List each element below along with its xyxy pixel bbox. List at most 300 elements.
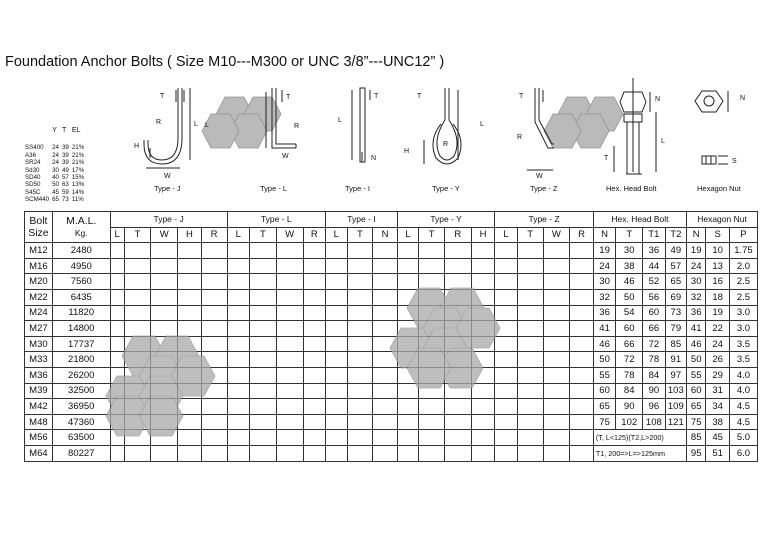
- material-cell: 21%: [71, 151, 85, 159]
- table-cell: M42: [25, 399, 53, 415]
- table-cell: [227, 243, 249, 259]
- table-cell: 30: [687, 274, 706, 290]
- table-cell: 52: [643, 274, 665, 290]
- table-row: [25, 336, 758, 352]
- table-cell: [124, 414, 151, 430]
- table-cell: [373, 289, 398, 305]
- table-cell: [471, 445, 495, 461]
- table-cell: [249, 383, 276, 399]
- table-cell: [471, 289, 495, 305]
- table-cell: [495, 289, 517, 305]
- hex-bolt-label-n: N: [655, 96, 661, 103]
- table-cell: [303, 305, 326, 321]
- table-cell: [347, 258, 373, 274]
- table-cell: [201, 321, 227, 337]
- table-cell: [276, 258, 303, 274]
- table-cell: [151, 399, 178, 415]
- table-cell: 46: [687, 336, 706, 352]
- table-cell: 96: [643, 399, 665, 415]
- table-cell: [303, 367, 326, 383]
- table-cell: [444, 321, 471, 337]
- material-cell: 24: [52, 151, 59, 159]
- table-cell: M27: [25, 321, 53, 337]
- table-cell: [178, 243, 202, 259]
- table-cell: [517, 399, 543, 415]
- column-header: T: [347, 227, 373, 243]
- material-header-y: Y: [52, 127, 57, 134]
- table-cell: 72: [616, 352, 643, 368]
- table-cell: [373, 274, 398, 290]
- table-cell: [570, 367, 594, 383]
- table-cell: 30: [616, 243, 643, 259]
- table-cell: [495, 258, 517, 274]
- table-cell: 24: [687, 258, 706, 274]
- table-cell: 66: [616, 336, 643, 352]
- caption-hex-head-bolt: Hex. Head Bolt: [606, 184, 657, 193]
- table-cell: [249, 274, 276, 290]
- table-cell: [326, 430, 347, 446]
- column-header: W: [276, 227, 303, 243]
- table-cell: [543, 445, 570, 461]
- column-header: T: [517, 227, 543, 243]
- table-cell: [570, 274, 594, 290]
- table-cell: 6435: [52, 289, 110, 305]
- table-cell: [201, 336, 227, 352]
- table-cell: [347, 430, 373, 446]
- table-cell: [276, 399, 303, 415]
- table-cell: [151, 243, 178, 259]
- table-cell: 17737: [52, 336, 110, 352]
- material-cell: 39: [61, 144, 69, 152]
- table-cell: (T, L<125)(T2,L>200): [593, 430, 686, 446]
- table-cell: [276, 367, 303, 383]
- table-cell: [326, 352, 347, 368]
- table-cell: M22: [25, 289, 53, 305]
- table-cell: [124, 258, 151, 274]
- material-cell: 14%: [71, 188, 85, 196]
- table-cell: [249, 305, 276, 321]
- table-cell: [276, 430, 303, 446]
- table-cell: 85: [665, 336, 686, 352]
- table-cell: 2.0: [729, 258, 757, 274]
- hex-nut-label-s: S: [732, 158, 737, 165]
- table-cell: 56: [643, 289, 665, 305]
- table-cell: 2480: [52, 243, 110, 259]
- table-cell: [373, 352, 398, 368]
- table-cell: [249, 336, 276, 352]
- type-j-label-l: L: [194, 121, 198, 128]
- table-cell: 29: [706, 367, 730, 383]
- table-cell: [517, 336, 543, 352]
- mal-header: M.A.L. Kg.: [52, 212, 110, 243]
- table-cell: 26: [706, 352, 730, 368]
- table-cell: 91: [665, 352, 686, 368]
- table-cell: [326, 258, 347, 274]
- table-cell: [471, 243, 495, 259]
- table-cell: [397, 367, 418, 383]
- group-header: Type - I: [326, 212, 398, 228]
- table-cell: 4.0: [729, 367, 757, 383]
- table-cell: [178, 274, 202, 290]
- material-cell: 21%: [71, 144, 85, 152]
- table-cell: 18: [706, 289, 730, 305]
- material-cell: SD40: [25, 174, 41, 182]
- type-y-label-l: L: [480, 121, 484, 128]
- table-cell: [110, 243, 124, 259]
- table-cell: 2.5: [729, 289, 757, 305]
- table-cell: [347, 352, 373, 368]
- table-cell: [178, 445, 202, 461]
- table-cell: 49: [665, 243, 686, 259]
- table-cell: 44: [643, 258, 665, 274]
- table-cell: [178, 336, 202, 352]
- hexagon-background: [202, 97, 623, 148]
- table-cell: [326, 383, 347, 399]
- table-cell: 72: [643, 336, 665, 352]
- table-cell: [543, 243, 570, 259]
- table-cell: 102: [616, 414, 643, 430]
- material-cell: 21%: [71, 159, 85, 167]
- table-cell: [570, 258, 594, 274]
- bolt-size-header: Bolt Size: [25, 212, 53, 243]
- table-cell: [326, 414, 347, 430]
- table-cell: 46: [616, 274, 643, 290]
- table-cell: [151, 305, 178, 321]
- table-cell: [347, 289, 373, 305]
- table-cell: 3.0: [729, 305, 757, 321]
- table-cell: [419, 430, 445, 446]
- column-header: L: [227, 227, 249, 243]
- table-row: [25, 399, 758, 415]
- table-cell: [151, 289, 178, 305]
- table-cell: 84: [616, 383, 643, 399]
- table-cell: [249, 289, 276, 305]
- table-cell: [227, 289, 249, 305]
- table-cell: [227, 321, 249, 337]
- table-cell: [110, 430, 124, 446]
- material-cell: SCM440: [25, 196, 50, 204]
- table-row: [25, 321, 758, 337]
- table-cell: [419, 289, 445, 305]
- table-cell: [517, 289, 543, 305]
- table-cell: [124, 336, 151, 352]
- material-cell: 24: [52, 159, 59, 167]
- table-cell: [227, 352, 249, 368]
- bolt-spec-table: [24, 211, 758, 462]
- type-j-label-w: W: [164, 173, 171, 180]
- table-cell: [178, 367, 202, 383]
- table-cell: M33: [25, 352, 53, 368]
- table-cell: [201, 258, 227, 274]
- table-cell: [151, 383, 178, 399]
- table-cell: [397, 305, 418, 321]
- material-cell: Sd30: [25, 166, 40, 174]
- table-cell: 26200: [52, 367, 110, 383]
- table-cell: [373, 414, 398, 430]
- table-cell: [178, 399, 202, 415]
- type-y-label-r: R: [443, 141, 449, 148]
- table-cell: 3.5: [729, 336, 757, 352]
- table-cell: [151, 321, 178, 337]
- table-row: [25, 383, 758, 399]
- type-i-diagram: [352, 88, 370, 162]
- table-cell: [249, 243, 276, 259]
- caption-type-i: Type - I: [345, 184, 371, 193]
- table-cell: [543, 321, 570, 337]
- material-header-el: EL: [71, 127, 81, 134]
- table-cell: 60: [593, 383, 615, 399]
- table-cell: 55: [687, 367, 706, 383]
- table-cell: [303, 352, 326, 368]
- table-cell: 121: [665, 414, 686, 430]
- table-cell: [303, 336, 326, 352]
- table-cell: [444, 399, 471, 415]
- table-cell: [276, 383, 303, 399]
- table-cell: [495, 430, 517, 446]
- column-header: W: [543, 227, 570, 243]
- group-header: Type - L: [227, 212, 326, 228]
- table-cell: 21800: [52, 352, 110, 368]
- table-cell: [419, 367, 445, 383]
- type-j-diagram: [144, 88, 190, 168]
- table-cell: 24: [706, 336, 730, 352]
- table-cell: [303, 274, 326, 290]
- table-cell: [326, 289, 347, 305]
- table-cell: [110, 367, 124, 383]
- table-cell: 78: [616, 367, 643, 383]
- column-header: R: [570, 227, 594, 243]
- material-cell: 15%: [71, 174, 85, 182]
- table-cell: [471, 399, 495, 415]
- table-cell: [201, 367, 227, 383]
- table-cell: 60: [616, 321, 643, 337]
- table-cell: [373, 336, 398, 352]
- table-cell: [303, 258, 326, 274]
- table-cell: [397, 336, 418, 352]
- table-cell: 41: [687, 321, 706, 337]
- material-cell: 30: [52, 166, 59, 174]
- table-cell: [495, 399, 517, 415]
- table-cell: [124, 383, 151, 399]
- table-cell: 10: [706, 243, 730, 259]
- table-cell: [201, 305, 227, 321]
- table-cell: [495, 383, 517, 399]
- table-cell: [178, 321, 202, 337]
- column-header: L: [397, 227, 418, 243]
- type-y-label-h: H: [404, 148, 410, 155]
- table-cell: 2.5: [729, 274, 757, 290]
- table-cell: [419, 414, 445, 430]
- table-cell: [276, 352, 303, 368]
- table-cell: [249, 430, 276, 446]
- table-cell: [444, 336, 471, 352]
- table-cell: [471, 352, 495, 368]
- table-cell: [178, 258, 202, 274]
- type-i-label-n: N: [371, 155, 377, 162]
- type-z-label-t: T: [519, 93, 524, 100]
- table-cell: [570, 289, 594, 305]
- table-cell: 109: [665, 399, 686, 415]
- table-cell: [303, 289, 326, 305]
- table-cell: 31: [706, 383, 730, 399]
- table-cell: [110, 352, 124, 368]
- column-header: T2: [665, 227, 686, 243]
- table-cell: 32500: [52, 383, 110, 399]
- table-cell: 5.0: [729, 430, 757, 446]
- bolt-diagrams: [0, 0, 768, 210]
- table-cell: [276, 243, 303, 259]
- table-row: [25, 352, 758, 368]
- table-cell: [373, 305, 398, 321]
- table-cell: [326, 399, 347, 415]
- table-cell: [326, 243, 347, 259]
- table-cell: [570, 321, 594, 337]
- table-cell: 4950: [52, 258, 110, 274]
- table-cell: [178, 414, 202, 430]
- table-cell: [419, 321, 445, 337]
- table-cell: 108: [643, 414, 665, 430]
- table-cell: [517, 243, 543, 259]
- table-cell: [444, 352, 471, 368]
- table-cell: [347, 305, 373, 321]
- table-cell: 54: [616, 305, 643, 321]
- table-cell: [303, 414, 326, 430]
- table-cell: [397, 243, 418, 259]
- table-cell: [227, 445, 249, 461]
- table-cell: M39: [25, 383, 53, 399]
- table-cell: [276, 336, 303, 352]
- table-cell: 95: [687, 445, 706, 461]
- table-cell: [517, 321, 543, 337]
- column-header: R: [201, 227, 227, 243]
- table-cell: 79: [665, 321, 686, 337]
- hexagon-nut-diagram: [695, 91, 728, 164]
- table-cell: 60: [687, 383, 706, 399]
- table-cell: [110, 414, 124, 430]
- table-cell: [543, 383, 570, 399]
- material-cell: SD50: [25, 181, 41, 189]
- table-cell: [517, 430, 543, 446]
- table-cell: [303, 399, 326, 415]
- table-cell: [227, 367, 249, 383]
- table-cell: [178, 352, 202, 368]
- table-cell: [151, 352, 178, 368]
- table-cell: [303, 321, 326, 337]
- table-cell: [570, 383, 594, 399]
- table-cell: [227, 430, 249, 446]
- table-cell: [227, 383, 249, 399]
- table-cell: [517, 258, 543, 274]
- caption-type-l: Type - L: [260, 184, 288, 193]
- table-cell: 65: [687, 399, 706, 415]
- table-cell: [326, 274, 347, 290]
- table-cell: [543, 289, 570, 305]
- table-cell: [151, 414, 178, 430]
- column-header: H: [471, 227, 495, 243]
- table-cell: 3.5: [729, 352, 757, 368]
- table-cell: 66: [643, 321, 665, 337]
- table-cell: 47360: [52, 414, 110, 430]
- table-cell: [444, 430, 471, 446]
- table-cell: [326, 445, 347, 461]
- table-cell: [471, 430, 495, 446]
- table-cell: [570, 430, 594, 446]
- column-header: L: [495, 227, 517, 243]
- type-i-label-l: L: [338, 117, 342, 124]
- table-cell: [397, 430, 418, 446]
- column-header: T: [616, 227, 643, 243]
- table-cell: 11820: [52, 305, 110, 321]
- table-cell: T1, 200=>L=>125mm: [593, 445, 686, 461]
- material-cell: S45C: [25, 188, 41, 196]
- table-cell: [151, 367, 178, 383]
- table-cell: 30: [593, 274, 615, 290]
- table-cell: [201, 352, 227, 368]
- table-cell: 57: [665, 258, 686, 274]
- table-cell: [373, 258, 398, 274]
- table-cell: 80227: [52, 445, 110, 461]
- material-cell: SS400: [25, 144, 44, 152]
- column-header: T: [249, 227, 276, 243]
- table-cell: [373, 445, 398, 461]
- table-cell: 60: [643, 305, 665, 321]
- table-cell: [201, 274, 227, 290]
- table-cell: 22: [706, 321, 730, 337]
- column-header: L: [326, 227, 347, 243]
- table-cell: M36: [25, 367, 53, 383]
- table-cell: [276, 445, 303, 461]
- table-cell: [276, 414, 303, 430]
- table-cell: [471, 258, 495, 274]
- table-cell: M30: [25, 336, 53, 352]
- table-row: [25, 274, 758, 290]
- table-cell: [326, 336, 347, 352]
- table-cell: [249, 258, 276, 274]
- hex-bolt-label-t: T: [604, 155, 609, 162]
- table-cell: [444, 305, 471, 321]
- table-cell: 4.0: [729, 383, 757, 399]
- table-cell: [201, 289, 227, 305]
- table-cell: [471, 336, 495, 352]
- table-cell: [517, 414, 543, 430]
- table-cell: [124, 321, 151, 337]
- table-cell: [151, 445, 178, 461]
- table-cell: 103: [665, 383, 686, 399]
- material-cell: 63: [61, 181, 69, 189]
- table-cell: [444, 445, 471, 461]
- table-cell: [543, 414, 570, 430]
- table-cell: [347, 243, 373, 259]
- table-cell: [471, 305, 495, 321]
- table-cell: [419, 445, 445, 461]
- table-cell: [444, 274, 471, 290]
- table-cell: [303, 243, 326, 259]
- table-cell: [444, 414, 471, 430]
- table-cell: 65: [665, 274, 686, 290]
- table-cell: 50: [616, 289, 643, 305]
- table-cell: [570, 445, 594, 461]
- table-cell: [397, 399, 418, 415]
- table-cell: [151, 430, 178, 446]
- table-cell: [570, 243, 594, 259]
- material-cell: 39: [61, 151, 69, 159]
- table-cell: [201, 383, 227, 399]
- table-cell: [276, 274, 303, 290]
- material-cell: 73: [61, 196, 69, 204]
- type-j-label-r: R: [156, 119, 162, 126]
- table-cell: [419, 243, 445, 259]
- table-cell: [201, 399, 227, 415]
